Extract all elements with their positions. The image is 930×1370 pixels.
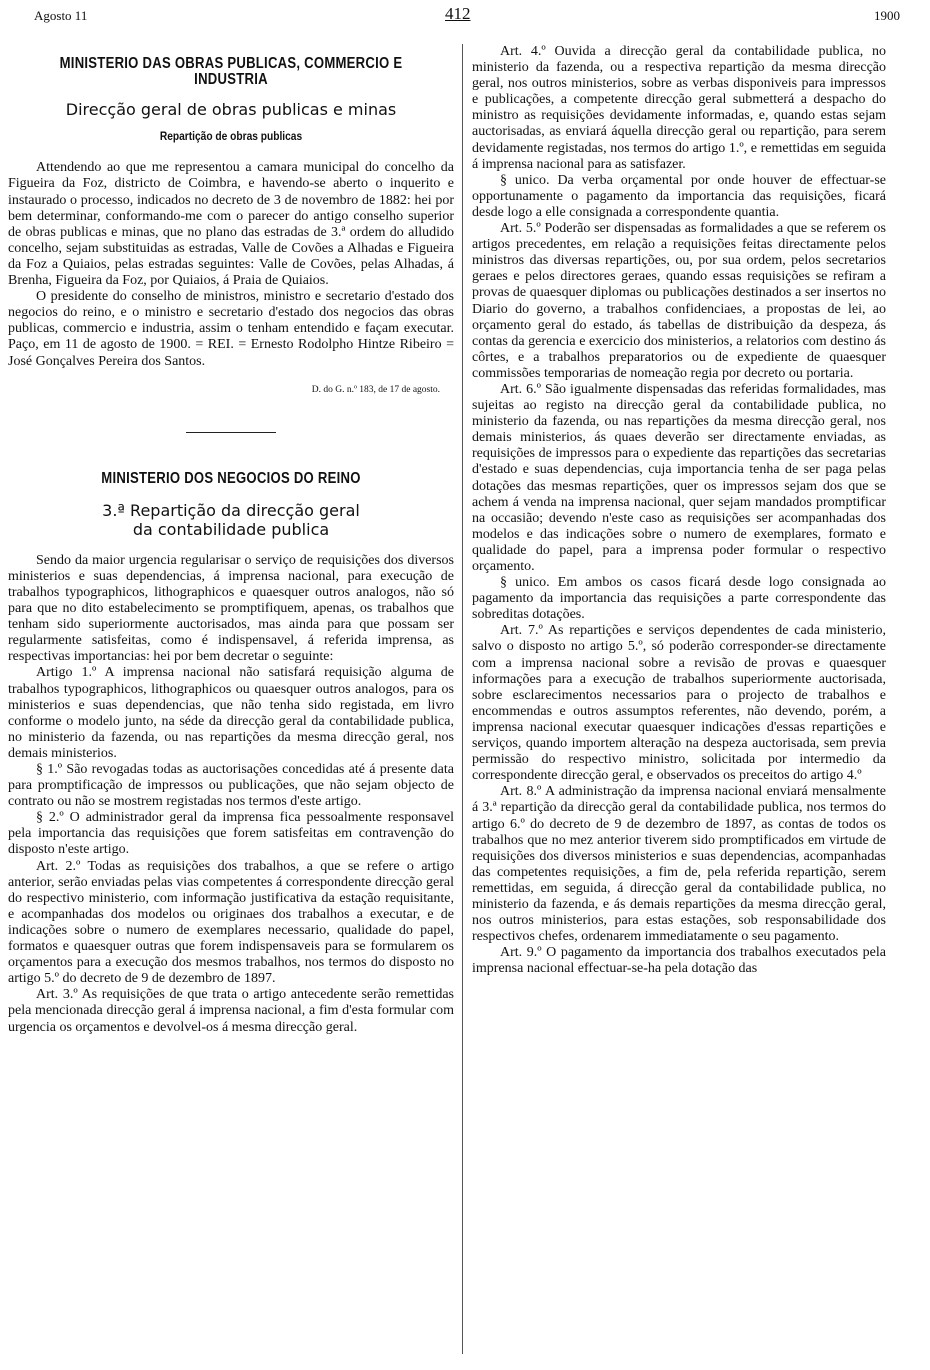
department-title-line: da contabilidade publica <box>132 519 330 539</box>
paragraph: § 1.º São revogadas todas as auctorisações concedidas até á presente data para promptificação de impressos ou publicações, que não sejam objecto de contrato ou não se mostrem registadas nos termos d'este artigo. <box>8 762 454 810</box>
paragraph: § 2.º O administrador geral da imprensa fica pessoalmente responsavel pela importancia das requisições que forem satisfeitas em contravenção do disposto n'este artigo. <box>8 810 454 858</box>
paragraph: Art. 7.º As repartições e serviços dependentes de cada ministerio, salvo o disposto no artigo 5.º, só poderão corresponder-se directamente com a imprensa nacional sobre a revisão de provas e quaesquer informações para a execução de trabalhos superiormente auctorisada, sobre esclarecimentos necessarios para o projecto de trabalhos e encommendas e outros assumptos referentes, não devendo, porém, a imprensa nacional executar quaesquer indicações d'essas repartições e serviços, quando importem alteração na despeza auctorisada, sem previa permissão do respectivo ministro, solicitada por intermedio da correspondente direcção geral, e observados os preceitos do artigo 4.º <box>472 623 886 784</box>
divider <box>186 432 276 433</box>
ministry-title: MINISTERIO DOS NEGOCIOS DO REINO <box>101 469 361 487</box>
left-column <box>8 44 454 1036</box>
paragraph: Artigo 1.º A imprensa nacional não satisfará requisição alguma de trabalhos typographicos, lithographicos ou quaesquer outros analogos, para os ministerios e suas dependencias, que não tenha sido registada, em livro conforme o modelo junto, na séde da direcção geral da contabilidade publica, no ministerio da fazenda, ou nas repartições da mesma direcção geral, nos demais ministerios. <box>8 665 454 761</box>
paragraph: Art. 5.º Poderão ser dispensadas as formalidades a que se referem os artigos precedentes, em relação a requisições feitas directamente pelos ministros das diversas repartições, ou, por sua ordem, pelos secretarios geraes e pelos directores geraes, quando essas requisições se refiram a provas de quaesquer diplomas ou publicações destinados a ser insertos no Diario do governo, a trabalhos confidenciaes, a propostas de lei, ao orçamento geral do estado, ás tabellas de distribuição da despeza, ás contas da gerencia e exercicio dos ministerios, a relatorios com destino ás côrtes, e a trabalhos preparatorios ou de expediente de quaesquer commissões temporarias de nomeação regia por decreto ou portaria. <box>472 221 886 381</box>
paragraph: Art. 4.º Ouvida a direcção geral da contabilidade publica, no ministerio da fazenda, ou a respectiva repartição da mesma direcção geral, nos outros ministerios, sobre as verbas disponiveis para impressos e publicações, a competente direcção geral submetterá a despacho do ministro as requisições devidamente informadas, e, quando estas sejam auctorisadas, as enviará áquella direcção geral ou repartição, para serem devidamente registadas, nos termos do artigo 1.º, e remettidas em seguida á imprensa nacional para as satisfazer. <box>472 44 886 172</box>
source-citation: D. do G. n.º 183, de 17 de agosto. <box>311 384 440 395</box>
paragraph: Art. 6.º São igualmente dispensadas das referidas formalidades, mas sujeitas ao registo na direcção geral da contabilidade publica, no ministerio da fazenda, ou nas repartições da mesma direcção geral, nos demais ministerios, ás quaes deverão ser directamente enviadas, as requisições de impressos para o expediente das repartições das secretarias d'estado e suas dependencias, cuja importancia tenha de ser paga pelas dotações das mesmas repartições, quer os impressos sejam dos que se achem á venda na imprensa nacional, quer sejam mandados promptificar na occasião; devendo n'este caso as requisições ser acompanhadas dos modelos e das indicações sobre o numero de exemplares, formato e qualidade do papel, para a imprensa poder formular o respectivo orçamento. <box>472 381 886 574</box>
page-number: 412 <box>445 4 471 23</box>
paragraph: § unico. Da verba orçamental por onde houver de effectuar-se opportunamente o pagamento da importancia das requisições, ficará desde logo a elle consignada a correspondente quantia. <box>472 172 886 220</box>
paragraph: Art. 8.º A administração da imprensa nacional enviará mensalmente á 3.ª repartição da direcção geral da contabilidade publica, nos termos do artigo 6.º do decreto de 9 de dezembro de 1897, as contas de todos os trabalhos que no mez anterior tiverem sido promptificados em virtude de requisições dos diversos ministerios e suas dependencias, acompanhadas das competentes requisições, a fim de, pela referida repartição, serem remettidas, em seguida, á direcção geral da contabilidade publica, no ministerio da fazenda, e ás demais repartições da mesma direcção geral, nos outros ministerios, para estas estações, sob responsabilidade dos respectivos chefes, ordenarem immediatamente o seu pagamento. <box>472 784 886 945</box>
department-title <box>8 501 454 539</box>
paragraph: Sendo da maior urgencia regularisar o serviço de requisições dos diversos ministerios e suas dependencias, á imprensa nacional, para execução de trabalhos typographicos, lithographicos e quaesquer outros analogos, não só para que no dito estabelecimento se promptifiquem, apenas, os trabalhos que tenham sido superiormente auctorisados, mas ainda para que possam ser regularmente satisfeitas, como é indispensavel, á referida imprensa, as respectivas importancias: hei por bem decretar o seguinte: <box>8 552 454 665</box>
paragraph: § unico. Em ambos os casos ficará desde logo consignada ao pagamento da importancia das requisições a parte correspondente das sobreditas dotações. <box>472 575 886 623</box>
department-title: Direcção geral de obras publicas e minas <box>65 100 397 120</box>
section-title: Repartição de obras publicas <box>159 129 303 144</box>
paragraph: Art. 9.º O pagamento da importancia dos trabalhos executados pela imprensa nacional effectuar-se-ha pela dotação das <box>472 945 886 977</box>
header-year: 1900 <box>874 8 900 23</box>
column-divider <box>462 44 463 1354</box>
department-title-line: 3.ª Repartição da direcção geral <box>102 500 360 520</box>
right-column <box>472 44 886 977</box>
paragraph: O presidente do conselho de ministros, ministro e secretario d'estado dos negocios do reino, e o ministro e secretario d'estado dos negocios das obras publicas, commercio e industria, assim o tenham entendido e façam executar. Paço, em 11 de agosto de 1900. = REI. = Ernesto Rodolpho Hintze Ribeiro = José Gonçalves Pereira dos Santos. <box>8 289 454 369</box>
paragraph: Art. 2.º Todas as requisições dos trabalhos, a que se refere o artigo anterior, serão enviadas pelas vias competentes á correspondente direcção geral do respectivo ministerio, com informação justificativa da estação requisitante, e acompanhadas dos modelos ou originaes dos trabalhos a executar, e de indicações sobre o numero de exemplares necessario, qualidade do papel, formatos e quaesquer outras que forem indispensaveis para se formularem os orçamentos para a execução dos mesmos trabalhos, nos termos do disposto no artigo 5.º do decreto de 9 de dezembro de 1897. <box>8 858 454 987</box>
header-date: Agosto 11 <box>34 8 88 23</box>
ministry-title: MINISTERIO DAS OBRAS PUBLICAS, COMMERCIO E INDUSTRIA <box>59 55 403 89</box>
paragraph: Art. 3.º As requisições de que trata o artigo antecedente serão remettidas pela mencionada direcção geral á imprensa nacional, a fim d'esta formular com urgencia os orçamentos e devolvel-os á mesma direcção geral. <box>8 987 454 1035</box>
paragraph: Attendendo ao que me representou a camara municipal do concelho da Figueira da Foz, districto de Coimbra, e havendo-se aberto o inquerito e instaurado o processo, indicados no decreto de 3 de novembro de 1882: hei por bem determinar, conformando-me com o parecer do antigo conselho superior de obras publicas e minas, que no plano das estradas de 3.ª ordem do alludido concelho, sejam substituidas as estradas, Valle de Covões a Alhadas e Figueira da Foz a Quiaios, pelas estradas seguintes: Valle de Covões, pelas Alhadas, á Brenha, Figueira da Foz, por Quiaios, á Praia de Quiaios. <box>8 160 454 289</box>
